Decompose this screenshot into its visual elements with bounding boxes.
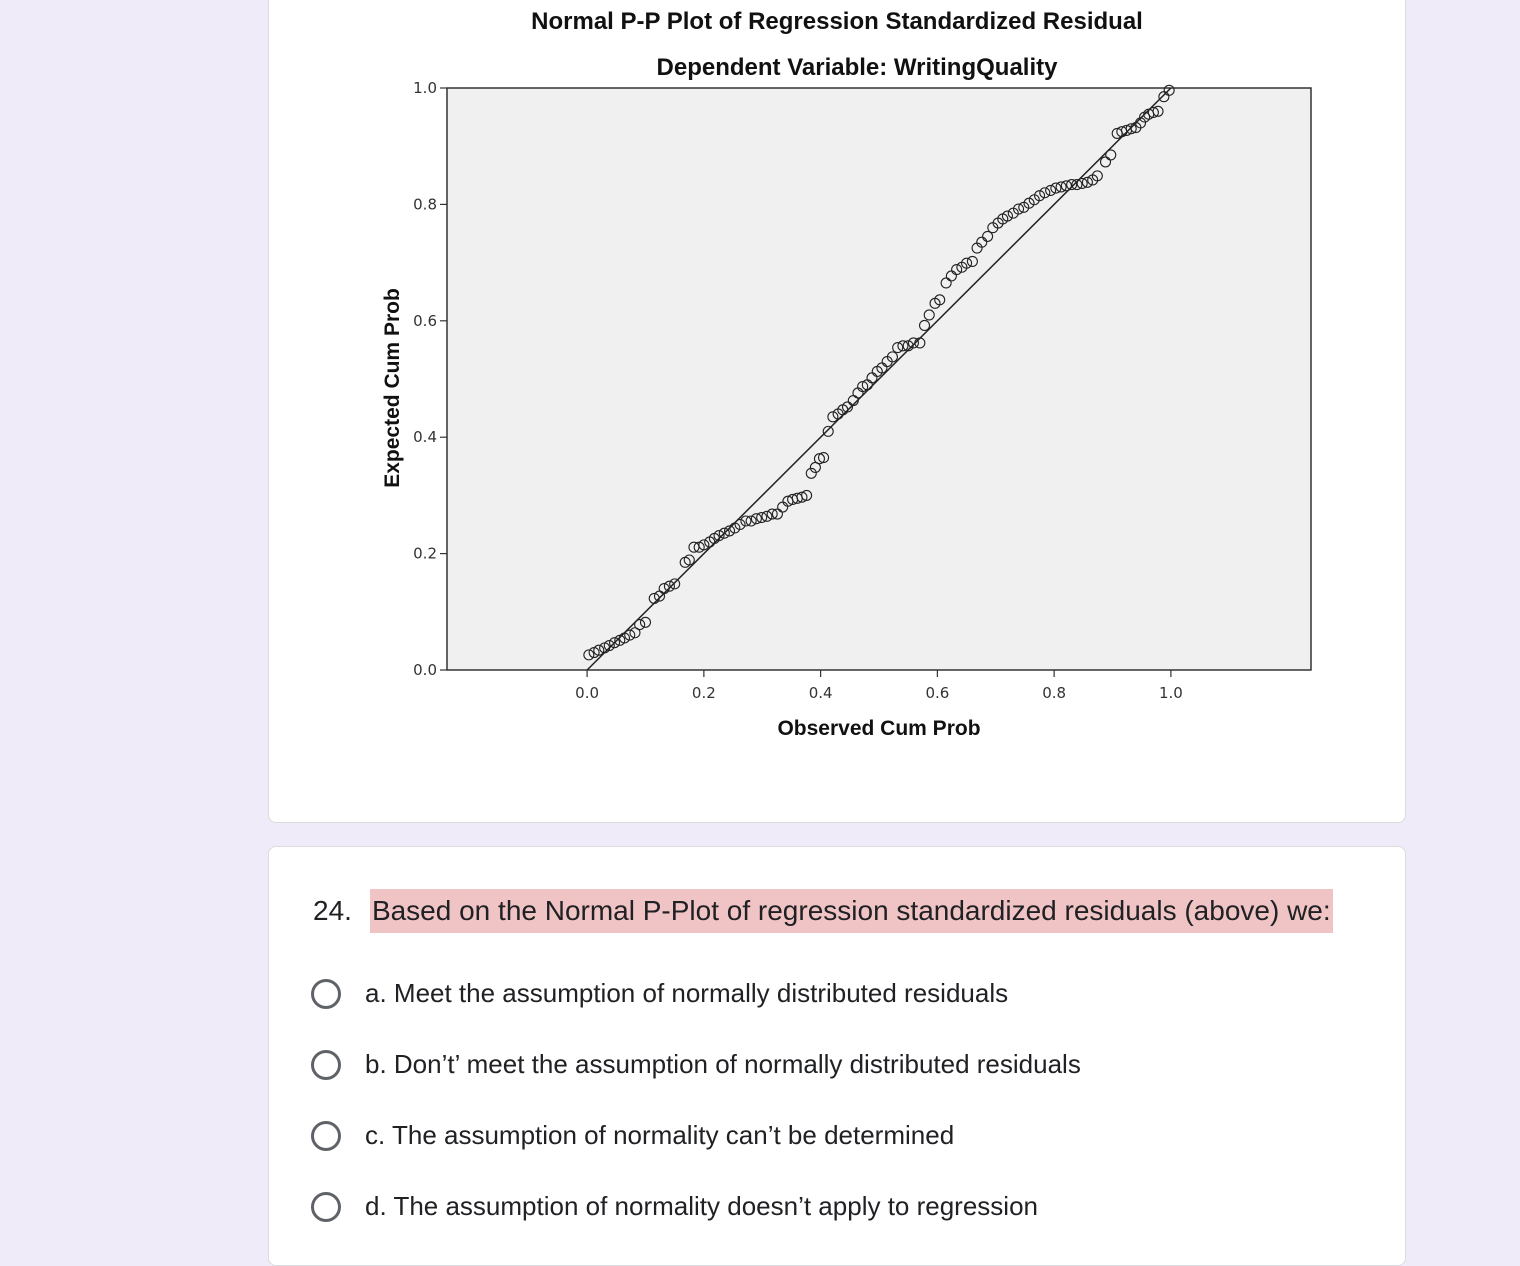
pp-plot-chart (269, 1, 1407, 821)
y-tick-label-3: 0.6 (413, 311, 437, 330)
option-b[interactable] (311, 1049, 1081, 1080)
question-card (268, 846, 1406, 1266)
option-d-label: d. The assumption of normality doesn’t apply to regression (365, 1191, 1038, 1221)
y-tick-label-1: 0.2 (413, 544, 437, 563)
y-tick-label-5: 1.0 (413, 79, 437, 97)
y-tick-label-0: 0.0 (413, 661, 437, 679)
chart-subtitle: Dependent Variable: WritingQuality (656, 54, 1058, 81)
x-tick-label-5: 1.0 (1158, 684, 1183, 702)
question-text: Based on the Normal P-Plot of regression standardized residuals (above) we: (370, 889, 1333, 933)
option-c[interactable] (311, 1120, 954, 1151)
option-b-label: b. Don’t’ meet the assumption of normally distributed residuals (365, 1049, 1081, 1079)
question-number: 24. (313, 895, 352, 926)
image-card (268, 0, 1406, 823)
radio-button-d[interactable] (311, 1192, 341, 1222)
x-tick-label-0: 0.0 (575, 684, 600, 702)
x-tick-label-2: 0.4 (808, 684, 833, 702)
x-tick-label-3: 0.6 (925, 684, 950, 702)
chart-title: Normal P-P Plot of Regression Standardized Residual (531, 8, 1143, 35)
x-axis-label: Observed Cum Prob (777, 717, 981, 740)
radio-button-c[interactable] (311, 1121, 341, 1151)
option-a-label: a. Meet the assumption of normally distributed residuals (365, 978, 1009, 1008)
option-a[interactable] (311, 978, 1008, 1009)
x-tick-label-1: 0.2 (691, 684, 716, 702)
y-tick-label-4: 0.8 (413, 195, 437, 214)
radio-button-a[interactable] (311, 979, 341, 1009)
x-tick-label-4: 0.8 (1042, 684, 1067, 702)
y-tick-label-2: 0.4 (413, 428, 437, 447)
radio-button-b[interactable] (311, 1050, 341, 1080)
y-axis-label: Expected Cum Prob (381, 288, 404, 488)
option-c-label: c. The assumption of normality can’t be determined (365, 1120, 955, 1150)
option-d[interactable] (311, 1191, 1038, 1222)
question-line (313, 889, 1333, 933)
